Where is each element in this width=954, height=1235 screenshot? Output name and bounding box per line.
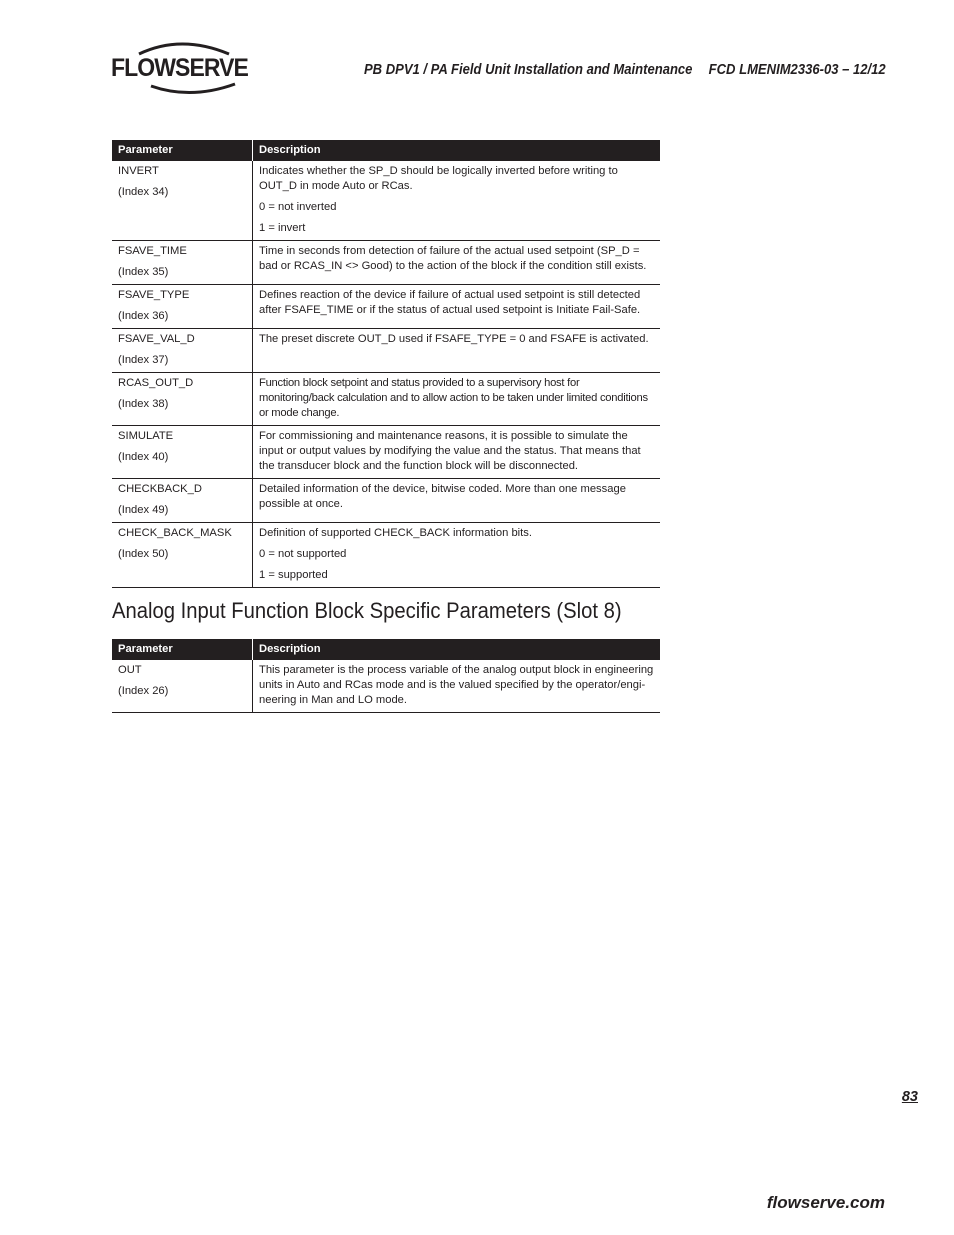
footer-url[interactable]: flowserve.com	[766, 1193, 885, 1212]
table-row	[112, 426, 660, 479]
description-text: 0 = not inverted	[259, 201, 337, 213]
parameter-table-2	[112, 639, 660, 713]
parameter-index: (Index 49)	[118, 504, 169, 516]
table-row	[112, 373, 660, 426]
parameter-index: (Index 26)	[118, 685, 169, 697]
description-text: Indicates whether the SP_D should be logically inverted before writing to OUT_D in mode Auto or RCas.	[259, 165, 618, 192]
description-text: 1 = supported	[259, 569, 328, 581]
page-header	[364, 62, 886, 78]
description-text: Time in seconds from detection of failure of the actual used setpoint (SP_D = bad or RCAS_IN <> Good) to the action of the block if the condition still exists.	[259, 245, 647, 272]
parameter-cell	[112, 285, 253, 329]
page-number: 83	[901, 1089, 918, 1105]
table-header-row	[112, 140, 660, 161]
parameter-name: OUT	[118, 664, 142, 676]
parameter-index: (Index 35)	[118, 266, 169, 278]
parameter-cell	[112, 479, 253, 523]
description-cell	[253, 329, 661, 373]
table-row	[112, 479, 660, 523]
header-doc-code: FCD LMENIM2336-03 – 12/12	[709, 62, 886, 78]
table-row	[112, 329, 660, 373]
parameter-cell	[112, 523, 253, 588]
parameter-index: (Index 38)	[118, 398, 169, 410]
parameter-index: (Index 36)	[118, 310, 169, 322]
description-text: Definition of supported CHECK_BACK information bits.	[259, 527, 532, 539]
description-text: Detailed information of the device, bitwise coded. More than one message possible at once.	[259, 483, 626, 510]
parameter-table-1	[112, 140, 660, 588]
description-cell	[253, 161, 661, 241]
parameter-name: FSAVE_VAL_D	[118, 333, 195, 345]
parameter-cell	[112, 241, 253, 285]
logo-text: FLOWSERVE	[111, 54, 248, 82]
description-text: For commissioning and maintenance reasons, it is possible to simulate the input or output values by modifying the value and the status. That means that the transducer block and the function block will be disconnected.	[259, 430, 641, 472]
section-title: Analog Input Function Block Specific Parameters (Slot 8)	[112, 598, 622, 623]
parameter-cell	[112, 426, 253, 479]
description-cell	[253, 285, 661, 329]
description-cell	[253, 373, 661, 426]
parameter-name: FSAVE_TYPE	[118, 289, 190, 301]
table-header-row	[112, 639, 660, 660]
column-header-description: Description	[253, 140, 661, 161]
parameter-cell	[112, 329, 253, 373]
parameter-cell	[112, 660, 253, 713]
description-text: The preset discrete OUT_D used if FSAFE_TYPE = 0 and FSAFE is activated.	[259, 333, 649, 345]
description-cell	[253, 660, 661, 713]
parameter-name: CHECKBACK_D	[118, 483, 202, 495]
header-title: PB DPV1 / PA Field Unit Installation and Maintenance	[364, 62, 693, 78]
description-cell	[253, 479, 661, 523]
parameter-name: CHECK_BACK_MASK	[118, 527, 232, 539]
column-header-description: Description	[253, 639, 661, 660]
table-row	[112, 660, 660, 713]
description-cell	[253, 426, 661, 479]
parameter-index: (Index 37)	[118, 354, 169, 366]
table-row	[112, 523, 660, 588]
table-row	[112, 285, 660, 329]
description-text: Function block setpoint and status provided to a supervisory host for monitoring/back calculation and to allow action to be taken under limited conditions or mode change.	[259, 377, 648, 419]
description-cell	[253, 523, 661, 588]
parameter-name: FSAVE_TIME	[118, 245, 187, 257]
column-header-parameter: Parameter	[112, 140, 253, 161]
description-cell	[253, 241, 661, 285]
flowserve-logo	[111, 40, 251, 96]
parameter-cell	[112, 161, 253, 241]
parameter-index: (Index 50)	[118, 548, 169, 560]
description-text: This parameter is the process variable of the analog output block in engineering units in Auto and RCas mode and is the valued specified by the operator/engi-neering in Man and LO mode.	[259, 664, 654, 706]
parameter-name: SIMULATE	[118, 430, 174, 442]
parameter-cell	[112, 373, 253, 426]
column-header-parameter: Parameter	[112, 639, 253, 660]
parameter-name: INVERT	[118, 165, 159, 177]
table-row	[112, 241, 660, 285]
description-text: Defines reaction of the device if failure of actual used setpoint is still detected after FSAFE_TIME or if the status of actual used setpoint is Initiate Fail-Safe.	[259, 289, 641, 316]
parameter-index: (Index 34)	[118, 186, 169, 198]
description-text: 0 = not supported	[259, 548, 347, 560]
description-text: 1 = invert	[259, 222, 306, 234]
parameter-name: RCAS_OUT_D	[118, 377, 194, 389]
parameter-index: (Index 40)	[118, 451, 169, 463]
table-row	[112, 161, 660, 241]
